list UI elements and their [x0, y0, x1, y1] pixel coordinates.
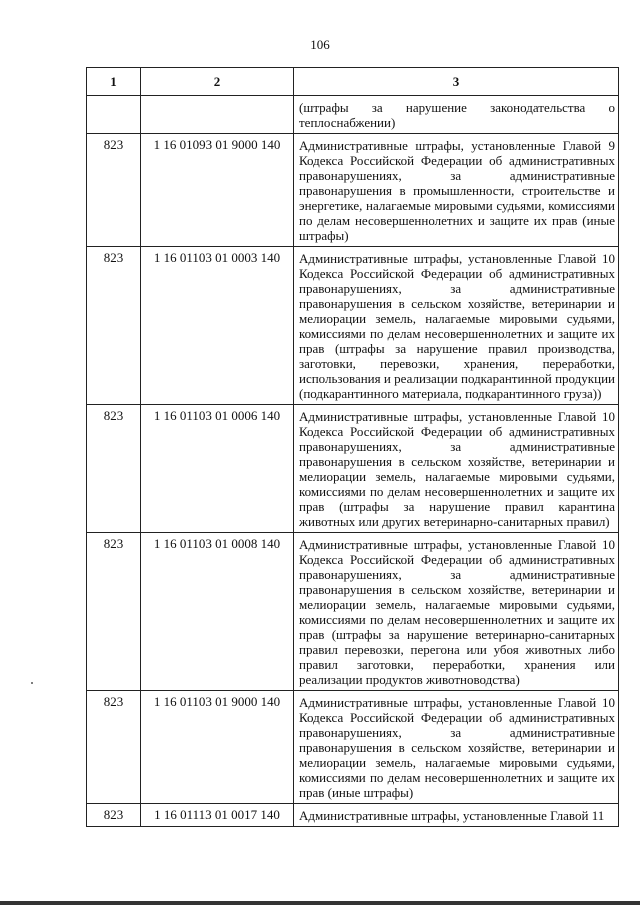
column-header-2: 2 — [141, 68, 294, 96]
description-cell: Административные штрафы, установленные Главой 11 — [294, 804, 619, 827]
table-row — [87, 691, 619, 804]
budget-code-cell: 1 16 01103 01 9000 140 — [141, 691, 294, 804]
budget-classification-table — [86, 67, 619, 827]
admin-code-cell: 823 — [87, 405, 141, 533]
table-row — [87, 247, 619, 405]
budget-code-cell: 1 16 01103 01 0006 140 — [141, 405, 294, 533]
description-cell: Административные штрафы, установленные Главой 10 Кодекса Российской Федерации об административных правонарушениях, за административные правонарушения в сельском хозяйстве, ветеринарии и мелиорации земель, налагаемые мировыми судьями, комиссиями по делам несовершеннолетних и защите их прав (штрафы за нарушение правил карантина животных или других ветеринарно-санитарных правил) — [294, 405, 619, 533]
table-row — [87, 134, 619, 247]
column-header-3: 3 — [294, 68, 619, 96]
scan-bottom-edge — [0, 901, 640, 905]
budget-code-cell: 1 16 01103 01 0008 140 — [141, 533, 294, 691]
scan-speck — [31, 682, 33, 684]
budget-code-cell: 1 16 01103 01 0003 140 — [141, 247, 294, 405]
admin-code-cell: 823 — [87, 804, 141, 827]
budget-code-cell — [141, 96, 294, 134]
admin-code-cell: 823 — [87, 691, 141, 804]
page-number: 106 — [310, 37, 330, 52]
column-header-1: 1 — [87, 68, 141, 96]
description-cell: Административные штрафы, установленные Главой 10 Кодекса Российской Федерации об административных правонарушениях, за административные правонарушения в сельском хозяйстве, ветеринарии и мелиорации земель, налагаемые мировыми судьями, комиссиями по делам несовершеннолетних и защите их прав (штрафы за нарушение ветеринарно-санитарных правил перевозки, перегона или убоя животных либо правил заготовки, переработки, хранения или реализации продуктов животноводства) — [294, 533, 619, 691]
description-cell: Административные штрафы, установленные Главой 10 Кодекса Российской Федерации об административных правонарушениях, за административные правонарушения в сельском хозяйстве, ветеринарии и мелиорации земель, налагаемые мировыми судьями, комиссиями по делам несовершеннолетних и защите их прав (иные штрафы) — [294, 691, 619, 804]
description-cell: Административные штрафы, установленные Главой 10 Кодекса Российской Федерации об административных правонарушениях, за административные правонарушения в сельском хозяйстве, ветеринарии и мелиорации земель, налагаемые мировыми судьями, комиссиями по делам несовершеннолетних и защите их прав (штрафы за нарушение правил производства, заготовки, перевозки, хранения, переработки, использования и реализации подкарантинной продукции (подкарантинного материала, подкарантинного груза)) — [294, 247, 619, 405]
admin-code-cell: 823 — [87, 533, 141, 691]
table-row — [87, 96, 619, 134]
table-row — [87, 804, 619, 827]
description-cell: (штрафы за нарушение законодательства о теплоснабжении) — [294, 96, 619, 134]
admin-code-cell: 823 — [87, 247, 141, 405]
table-row — [87, 405, 619, 533]
budget-code-cell: 1 16 01093 01 9000 140 — [141, 134, 294, 247]
description-cell: Административные штрафы, установленные Главой 9 Кодекса Российской Федерации об административных правонарушениях, за административные правонарушения в промышленности, строительстве и энергетике, налагаемые мировыми судьями, комиссиями по делам несовершеннолетних и защите их прав (иные штрафы) — [294, 134, 619, 247]
table-header-row — [87, 68, 619, 96]
table-row — [87, 533, 619, 691]
admin-code-cell — [87, 96, 141, 134]
admin-code-cell: 823 — [87, 134, 141, 247]
budget-code-cell: 1 16 01113 01 0017 140 — [141, 804, 294, 827]
